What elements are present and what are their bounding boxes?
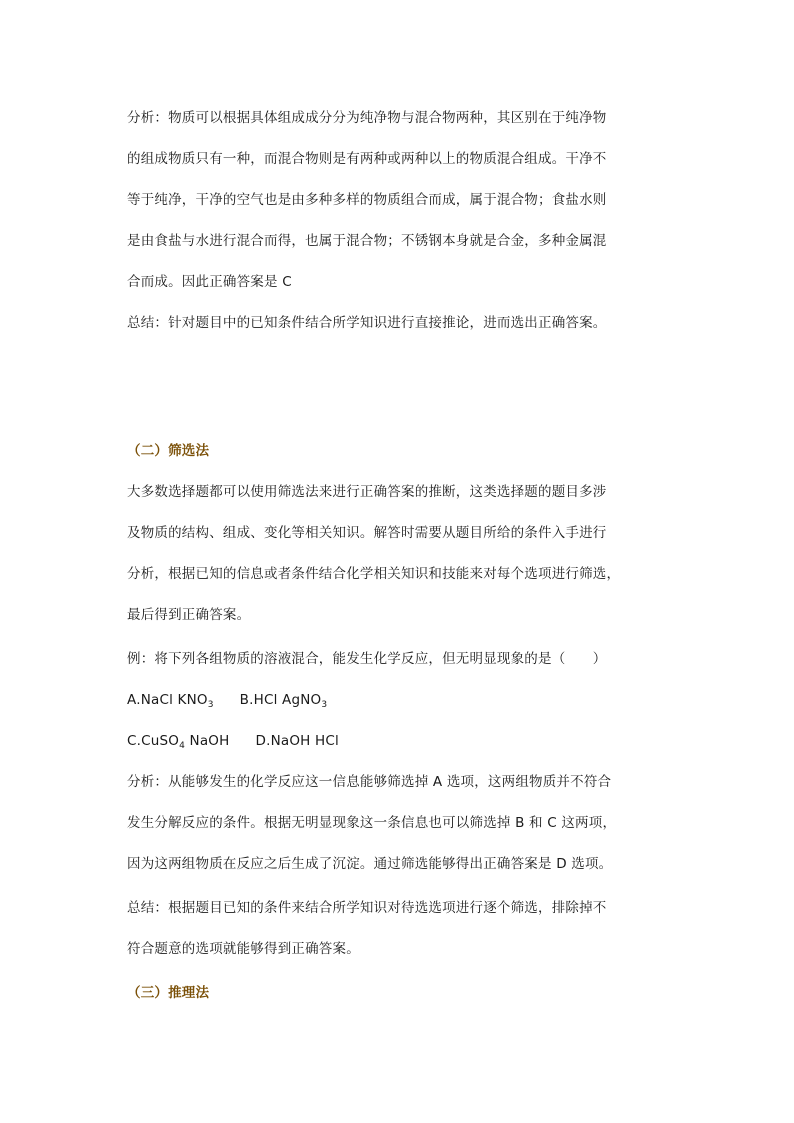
option-b: B.HCl AgNO$_3$ xyxy=(239,692,328,710)
summary-line: 总结：根据题目已知的条件来结合所学知识对待选选项进行逐个筛选，排除掉不 xyxy=(127,900,607,916)
paragraph-line: 分析：从能够发生的化学反应这一信息能够筛选掉 A 选项，这两组物质并不符合 xyxy=(127,774,612,790)
paragraph-line: 分析：物质可以根据具体组成成分分为纯净物与混合物两种，其区别在于纯净物 xyxy=(127,110,607,126)
option-d: D.NaOH HCl xyxy=(255,733,339,749)
options-row-ab xyxy=(127,690,327,710)
option-a: A.NaCl $KNO_3$ xyxy=(127,692,214,710)
summary-line: 总结：针对题目中的已知条件结合所学知识进行直接推论，进而选出正确答案。 xyxy=(127,315,607,331)
section-heading-reasoning: （三）推理法 xyxy=(127,985,210,1001)
summary-line: 符合题意的选项就能够得到正确答案。 xyxy=(127,941,360,957)
paragraph-line: 等于纯净，干净的空气也是由多种多样的物质组合而成，属于混合物；食盐水则 xyxy=(127,192,607,208)
paragraph-line: 因为这两组物质在反应之后生成了沉淀。通过筛选能够得出正确答案是 D 选项。 xyxy=(127,856,613,872)
paragraph-line: 发生分解反应的条件。根据无明显现象这一条信息也可以筛选掉 B 和 C 这两项， xyxy=(127,815,617,831)
paragraph-line: 分析，根据已知的信息或者条件结合化学相关知识和技能来对每个选项进行筛选， xyxy=(127,566,621,582)
paragraph-line: 是由食盐与水进行混合而得，也属于混合物；不锈钢本身就是合金，多种金属混 xyxy=(127,233,607,249)
section-heading-screening: （二）筛选法 xyxy=(127,443,210,459)
option-c: C.CuSO$_4$ NaOH xyxy=(127,733,230,751)
paragraph-line: 最后得到正确答案。 xyxy=(127,607,251,623)
paragraph-line: 大多数选择题都可以使用筛选法来进行正确答案的推断，这类选择题的题目多涉 xyxy=(127,484,607,500)
paragraph-line: 的组成物质只有一种，而混合物则是有两种或两种以上的物质混合组成。干净不 xyxy=(127,151,607,167)
paragraph-line: 合而成。因此正确答案是 C xyxy=(127,274,292,290)
paragraph-line: 及物质的结构、组成、变化等相关知识。解答时需要从题目所给的条件入手进行 xyxy=(127,525,607,541)
example-question: 例：将下列各组物质的溶液混合，能发生化学反应，但无明显现象的是（ ） xyxy=(127,651,607,667)
options-row-cd xyxy=(127,731,339,751)
